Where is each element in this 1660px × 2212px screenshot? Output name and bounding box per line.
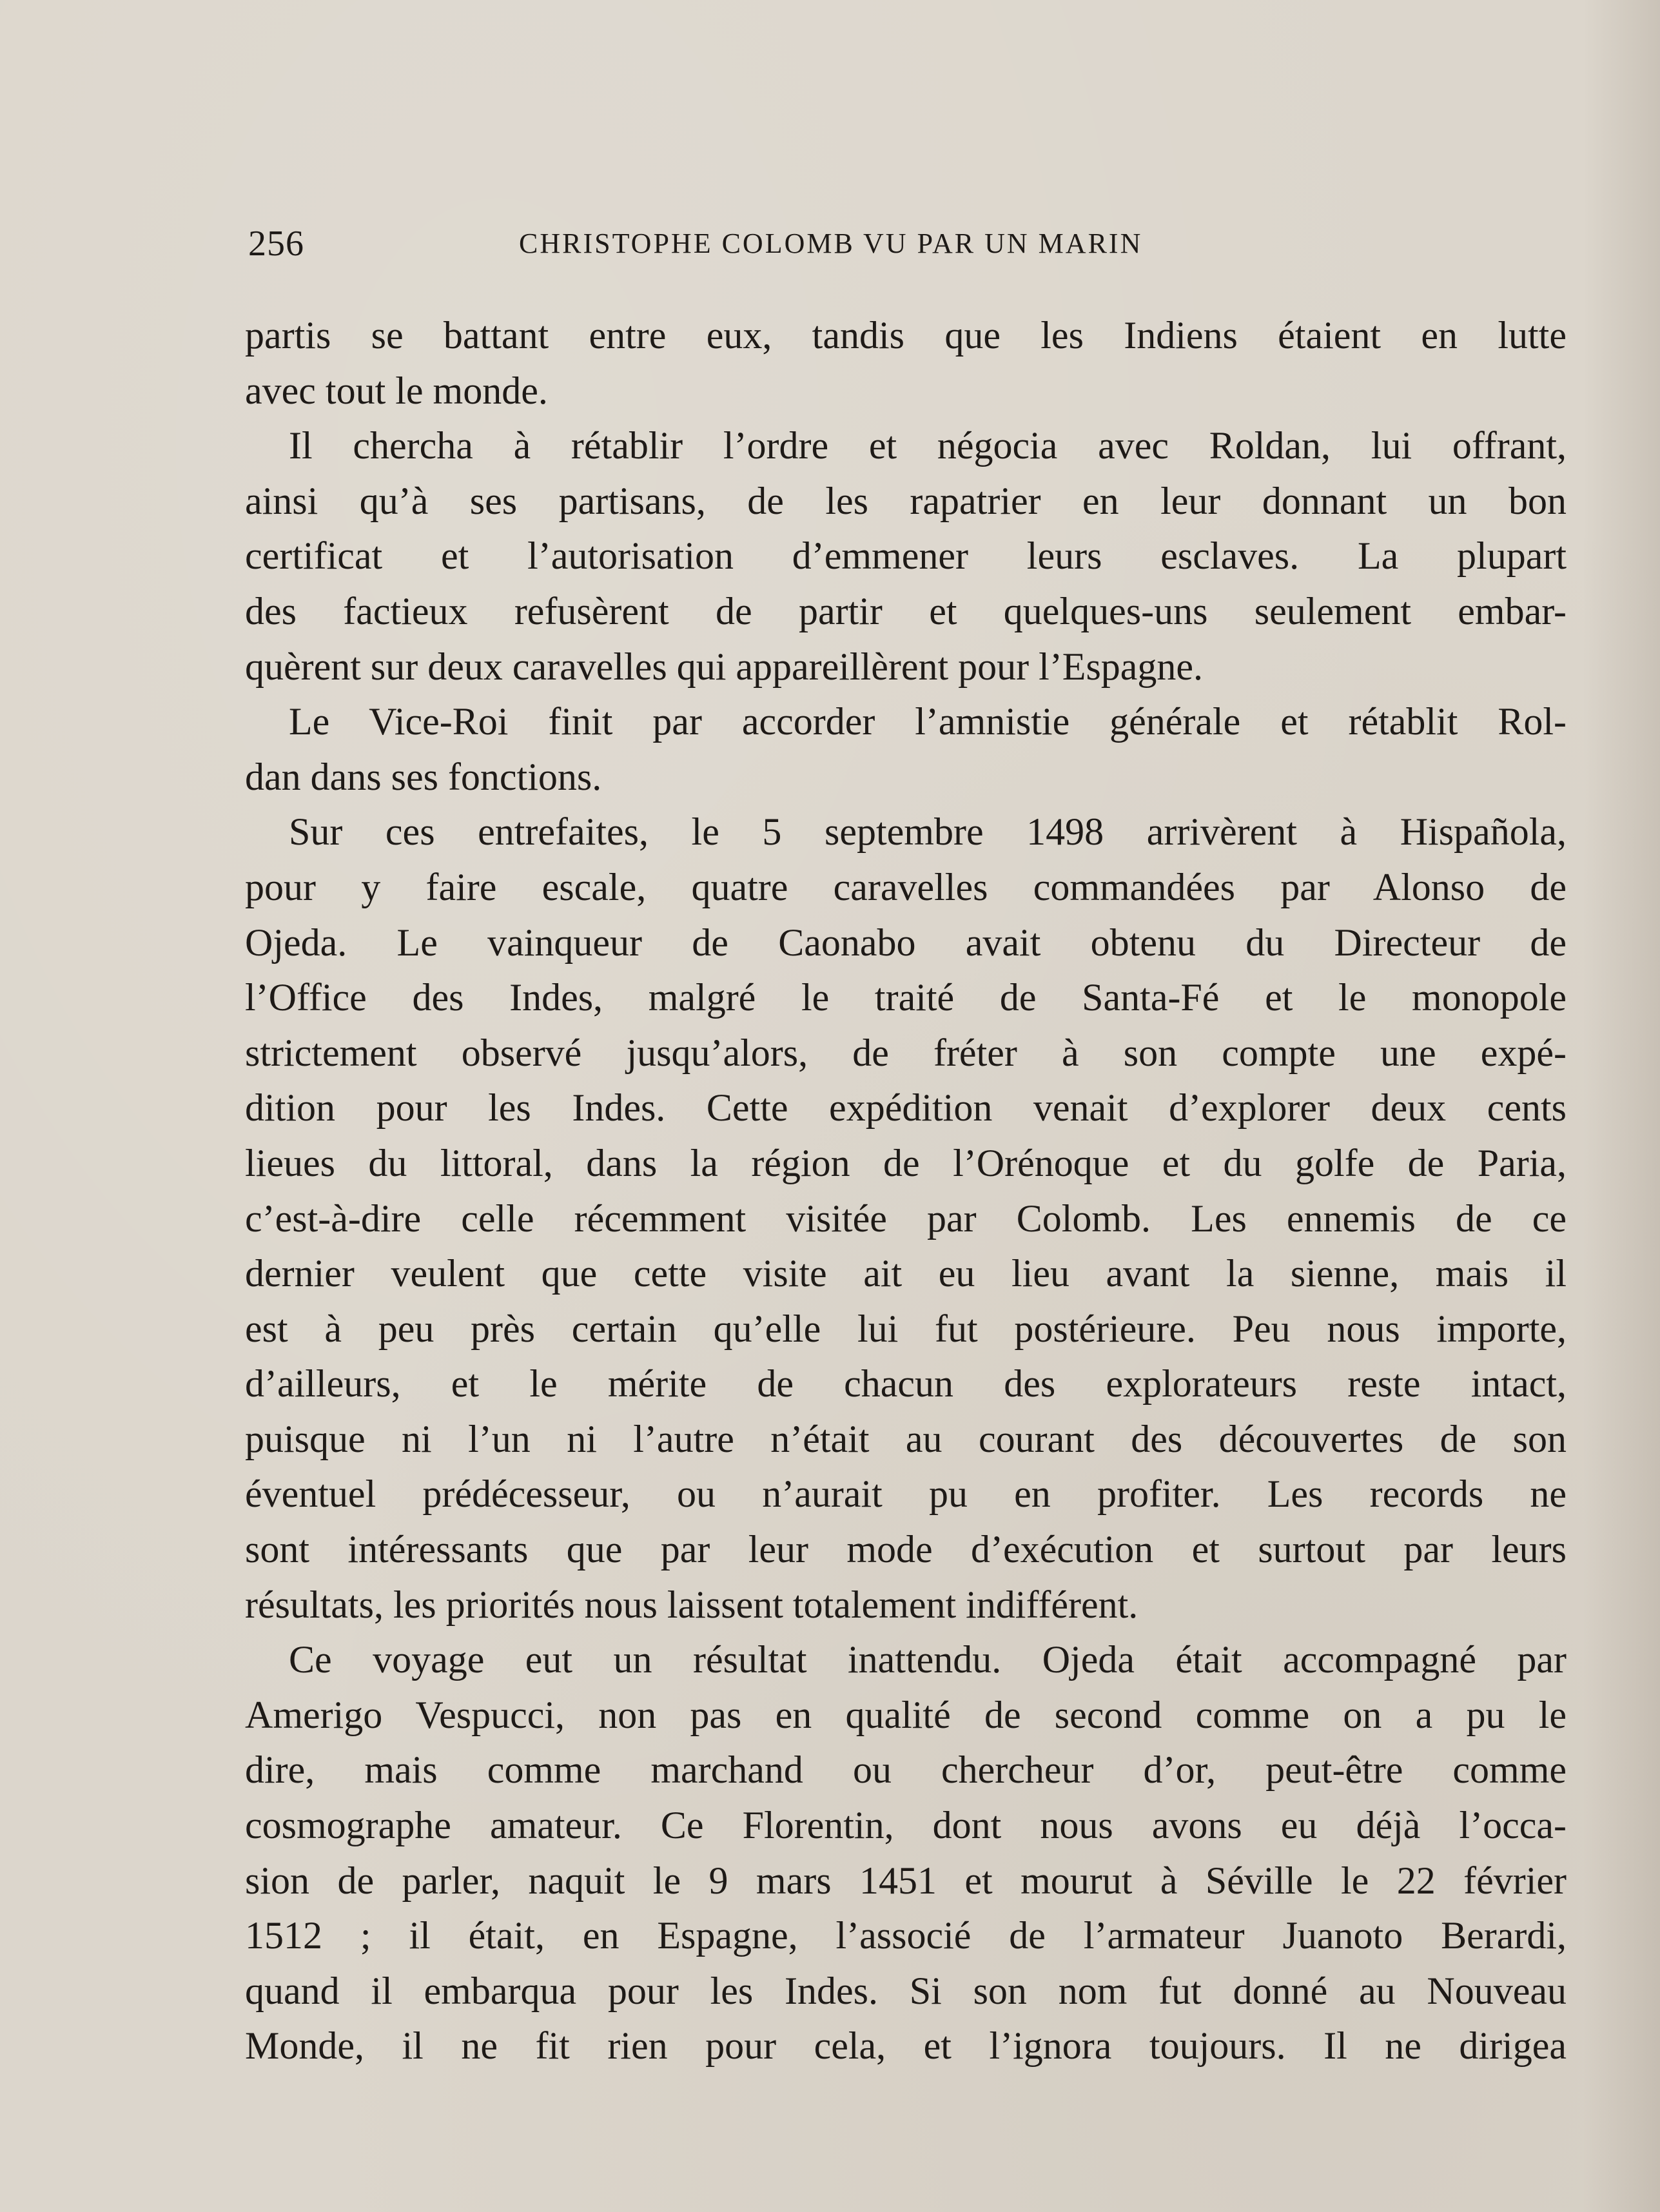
text-line: des factieux refusèrent de partir et quelques-uns seulement embar-	[245, 589, 1567, 632]
text-line: quèrent sur deux caravelles qui appareillèrent pour l’Espagne.	[245, 645, 1204, 688]
text-line: Ojeda. Le vainqueur de Caonabo avait obtenu du Directeur de	[245, 921, 1567, 964]
text-line: strictement observé jusqu’alors, de fréter à son compte une expé-	[245, 1031, 1567, 1074]
text-line: sont intéressants que par leur mode d’exécution et surtout par leurs	[245, 1528, 1567, 1571]
text-line: puisque ni l’un ni l’autre n’était au courant des découvertes de son	[245, 1417, 1567, 1460]
text-line: quand il embarqua pour les Indes. Si son nom fut donné au Nouveau	[245, 1969, 1567, 2012]
text-line: sion de parler, naquit le 9 mars 1451 et mourut à Séville le 22 février	[245, 1859, 1567, 1902]
page-edge-shadow	[1583, 0, 1660, 2212]
text-line: c’est-à-dire celle récemment visitée par Colomb. Les ennemis de ce	[245, 1197, 1567, 1240]
text-line: Monde, il ne fit rien pour cela, et l’ignora toujours. Il ne dirigea	[245, 2024, 1567, 2068]
text-line: résultats, les priorités nous laissent totalement indifférent.	[245, 1583, 1138, 1626]
text-line: pour y faire escale, quatre caravelles commandées par Alonso de	[245, 865, 1567, 908]
body-text	[245, 308, 1567, 2074]
text-line: Le Vice-Roi finit par accorder l’amnistie générale et rétablit Rol-	[289, 700, 1567, 743]
text-line: avec tout le monde.	[245, 369, 548, 412]
text-line: 1512 ; il était, en Espagne, l’associé de l’armateur Juanoto Berardi,	[245, 1914, 1567, 1957]
text-line: cosmographe amateur. Ce Florentin, dont nous avons eu déjà l’occa-	[245, 1804, 1567, 1847]
text-line: dition pour les Indes. Cette expédition venait d’explorer deux cents	[245, 1086, 1567, 1130]
text-line: Sur ces entrefaites, le 5 septembre 1498 arrivèrent à Hispañola,	[289, 810, 1567, 854]
text-line: est à peu près certain qu’elle lui fut postérieure. Peu nous importe,	[245, 1307, 1567, 1350]
text-line: Ce voyage eut un résultat inattendu. Ojeda était accompagné par	[289, 1638, 1567, 1681]
text-line: l’Office des Indes, malgré le traité de Santa-Fé et le monopole	[245, 976, 1567, 1019]
running-title: CHRISTOPHE COLOMB VU PAR UN MARIN	[519, 228, 1143, 259]
page-number: 256	[248, 224, 304, 264]
page-header	[248, 218, 1299, 269]
text-line: Il chercha à rétablir l’ordre et négocia avec Roldan, lui offrant,	[289, 424, 1567, 467]
text-line: dan dans ses fonctions.	[245, 755, 602, 798]
text-line: partis se battant entre eux, tandis que les Indiens étaient en lutte	[245, 314, 1567, 357]
text-line: Amerigo Vespucci, non pas en qualité de second comme on a pu le	[245, 1693, 1567, 1736]
text-line: dernier veulent que cette visite ait eu lieu avant la sienne, mais il	[245, 1252, 1567, 1295]
text-line: ainsi qu’à ses partisans, de les rapatrier en leur donnant un bon	[245, 479, 1567, 522]
text-line: d’ailleurs, et le mérite de chacun des explorateurs reste intact,	[245, 1362, 1567, 1405]
text-line: éventuel prédécesseur, ou n’aurait pu en profiter. Les records ne	[245, 1473, 1567, 1516]
text-line: dire, mais comme marchand ou chercheur d’or, peut-être comme	[245, 1748, 1567, 1792]
text-line: certificat et l’autorisation d’emmener leurs esclaves. La plupart	[245, 534, 1567, 578]
text-line: lieues du littoral, dans la région de l’Orénoque et du golfe de Paria,	[245, 1141, 1567, 1184]
